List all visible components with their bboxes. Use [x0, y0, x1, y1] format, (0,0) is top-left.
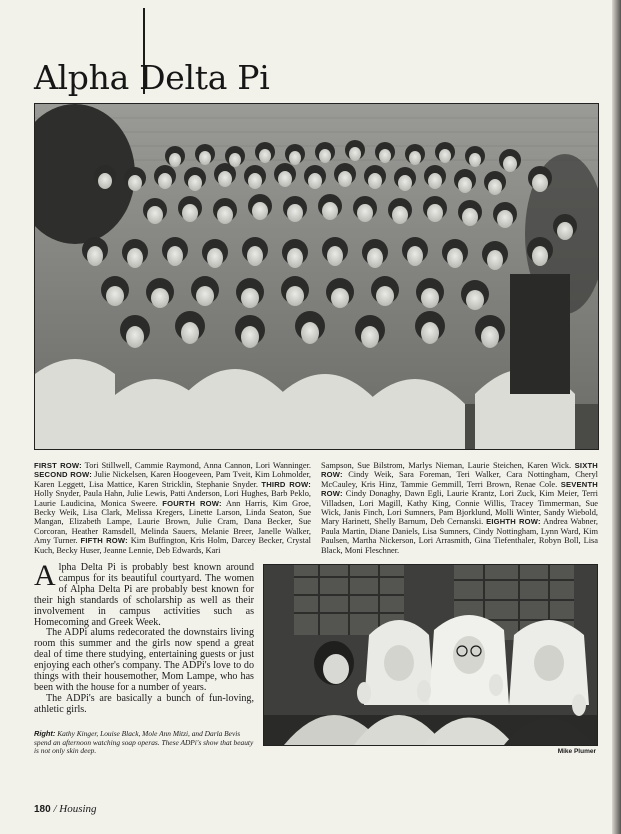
row-label: FOURTH ROW:	[162, 498, 222, 508]
photo-caption-label: Right:	[34, 729, 56, 738]
article-paragraph-1	[34, 559, 254, 628]
article-paragraph-3: The ADPi's are basically a bunch of fun-loving, athletic girls.	[34, 692, 254, 715]
section-name: Housing	[59, 803, 97, 815]
page-folio: 180 / Housing	[34, 803, 97, 815]
soap-opera-photo	[263, 564, 598, 746]
row-label: THIRD ROW:	[261, 479, 311, 489]
group-caption-right: Sampson, Sue Bilstrom, Marlys Nieman, Laurie Steichen, Karen Wick. SIXTH ROW: Cindy Weik, Sara Foreman, Teri Walker, Cara Nottingham, Cheryl McCauley, Kris Hinz, Tammie Gemmill, Terri Brown, Renae Cole. SEVENTH ROW: Cindy Donaghy, Dawn Egli, Laurie Krantz, Lori Zuck, Kim Meier, Terri Villadsen, Lori Magill, Kathy King, Connie Willis, Tracey Timmerman, Sue Wick, Janis Finch, Lori Sumners, Pam Bjorklund, Molli Winter, Sandy Wiebold, Mary Harinett, Shelly Barnum, Deb Cernanski. EIGHTH ROW: Andrea Wabner, Paula Martin, Diane Daniels, Lisa Sumners, Cindy Nottingham, Lynn Ward, Kim Paulsen, Martha Nickerson, Lori Arrasmith, Gina Tiefenthaler, Robyn Boll, Lisa Black, Moni Fleschner.	[321, 461, 598, 555]
group-photo	[34, 103, 599, 450]
article-body	[34, 559, 254, 716]
drop-cap: A	[34, 559, 56, 592]
page-title: Alpha Delta Pi	[34, 58, 270, 97]
article-paragraph-1-text: lpha Delta Pi is probably best known around campus for its beautiful courtyard. The women of Alpha Delta Pi are probably best known for their high standards of scholarship as well as their involvement in campus activities such as Homecoming and Greek Week.	[34, 562, 254, 628]
photo-caption-text: Kathy Kinger, Louise Black, Mole Ann Mitzi, and Darla Bevis spend an afternoon watching soap operas. These ADPi's show that beauty is not only skin deep.	[34, 729, 254, 756]
row-label: EIGHTH ROW:	[486, 517, 541, 527]
page-number: 180	[34, 804, 51, 815]
row-label: SIXTH ROW:	[321, 461, 598, 480]
photo-credit: Mike Plumer	[557, 748, 596, 755]
row-label: FIRST ROW:	[34, 461, 82, 470]
row-label: FIFTH ROW:	[80, 536, 128, 546]
row-label: SECOND ROW:	[34, 470, 92, 480]
group-caption-left: FIRST ROW: Tori Stillwell, Cammie Raymond, Anna Cannon, Lori Wanninger. SECOND ROW: Julie Nickelsen, Karen Hoogeveen, Pam Tveit, Kim Lohmolder, Karen Leggett, Lisa Mattice, Karen Stricklin, Stephanie Snyder. THIRD ROW: Holly Snyder, Paula Hahn, Julie Lewis, Patti Anderson, Lori Hughes, Barb Peklo, Laurie Laudicina, Monica Sweere. FOURTH ROW: Ann Harris, Kim Groe, Becky Weik, Lisa Clark, Melissa Kregers, Linette Larson, Linda Seaton, Sue Mangan, Elizabeth Lampe, Laurie Brown, Julie Cram, Dana Becker, Sue Corcoran, Heather Ramsdell, Melinda Sauers, Melanie Breer, Janelle Walker, Amy Turner. FIFTH ROW: Kim Buffington, Kris Holm, Darcey Becker, Crystal Kuch, Becky Huser, Jeanne Lennie, Deb Edwards, Kari	[34, 461, 312, 555]
row-label: SEVENTH ROW:	[321, 479, 598, 499]
article-paragraph-2: The ADPi alums redecorated the downstairs living room this summer and the girls now spend a great deal of time there studying, entertaining guests or just enjoying each other's company. The ADPi's love to do things with their housemother, Mom Lampe, who has been with the house for a number of years.	[34, 627, 254, 693]
page-edge-shadow	[612, 0, 621, 834]
photo-caption	[34, 730, 254, 756]
